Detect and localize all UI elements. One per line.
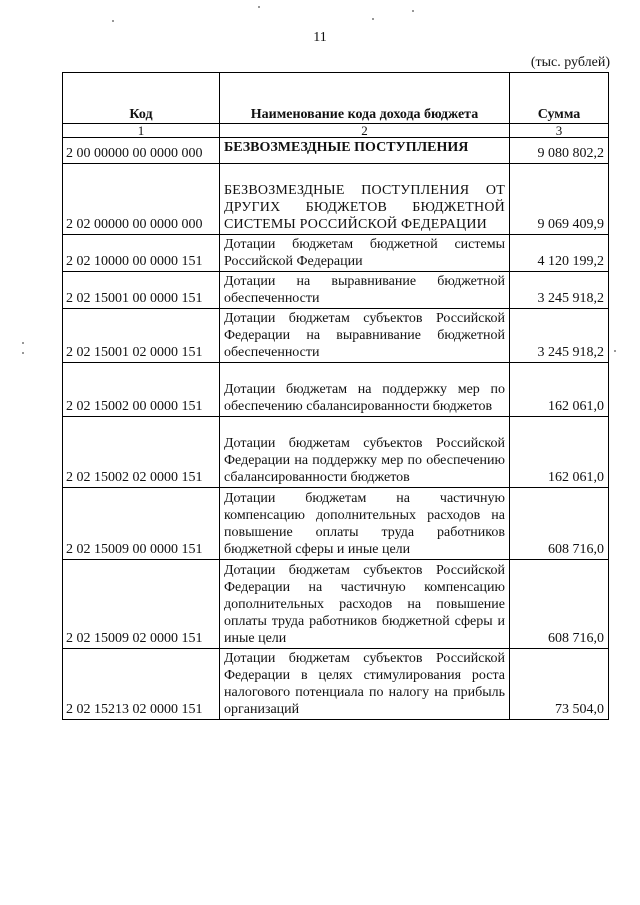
header-code: Код — [63, 73, 220, 124]
header-name: Наименование кода дохода бюджета — [220, 73, 510, 124]
table-row — [63, 560, 609, 649]
page-number: 11 — [313, 30, 327, 45]
scan-speck — [372, 18, 374, 20]
column-number: 3 — [510, 124, 609, 138]
row-code: 2 02 00000 00 0000 000 — [63, 164, 220, 235]
budget-revenue-table — [62, 72, 609, 720]
scan-speck — [22, 352, 24, 354]
scan-speck — [112, 20, 114, 22]
row-code: 2 02 15213 02 0000 151 — [63, 649, 220, 720]
row-sum: 608 716,0 — [510, 488, 609, 560]
row-sum: 3 245 918,2 — [510, 309, 609, 363]
row-code: 2 02 15009 00 0000 151 — [63, 488, 220, 560]
row-name: Дотации на выравнивание бюджетной обеспеченности — [220, 272, 510, 309]
row-code: 2 02 15009 02 0000 151 — [63, 560, 220, 649]
table-row — [63, 309, 609, 363]
row-name: Дотации бюджетам бюджетной системы Российской Федерации — [220, 235, 510, 272]
row-sum: 73 504,0 — [510, 649, 609, 720]
row-sum: 4 120 199,2 — [510, 235, 609, 272]
row-name: БЕЗВОЗМЕЗДНЫЕ ПОСТУПЛЕНИЯ — [220, 138, 510, 164]
column-number: 1 — [63, 124, 220, 138]
row-sum: 162 061,0 — [510, 363, 609, 417]
row-name: Дотации бюджетам на частичную компенсацию дополнительных расходов на повышение оплаты труда работников бюджетной сферы и иные цели — [220, 488, 510, 560]
table-header-row — [63, 73, 609, 124]
scan-speck — [614, 350, 616, 352]
row-code: 2 02 10000 00 0000 151 — [63, 235, 220, 272]
column-numbers-row — [63, 124, 609, 138]
row-name: Дотации бюджетам субъектов Российской Федерации на выравнивание бюджетной обеспеченности — [220, 309, 510, 363]
row-sum: 9 080 802,2 — [510, 138, 609, 164]
row-sum: 3 245 918,2 — [510, 272, 609, 309]
scan-speck — [22, 342, 24, 344]
table-row — [63, 363, 609, 417]
units-label: (тыс. рублей) — [530, 55, 610, 70]
row-code: 2 00 00000 00 0000 000 — [63, 138, 220, 164]
row-code: 2 02 15002 00 0000 151 — [63, 363, 220, 417]
header-sum: Сумма — [510, 73, 609, 124]
scan-speck — [412, 10, 414, 12]
row-code: 2 02 15001 02 0000 151 — [63, 309, 220, 363]
row-code: 2 02 15001 00 0000 151 — [63, 272, 220, 309]
row-name: Дотации бюджетам на поддержку мер по обеспечению сбалансированности бюджетов — [220, 363, 510, 417]
row-sum: 162 061,0 — [510, 417, 609, 488]
row-name: Дотации бюджетам субъектов Российской Федерации в целях стимулирования роста налогового потенциала по налогу на прибыль организаций — [220, 649, 510, 720]
table-row — [63, 164, 609, 235]
table-row — [63, 272, 609, 309]
table-row — [63, 417, 609, 488]
table-row — [63, 138, 609, 164]
row-code: 2 02 15002 02 0000 151 — [63, 417, 220, 488]
row-name: Дотации бюджетам субъектов Российской Федерации на частичную компенсацию дополнительных расходов на повышение оплаты труда работников бюджетной сферы и иные цели — [220, 560, 510, 649]
column-number: 2 — [220, 124, 510, 138]
table-row — [63, 488, 609, 560]
scan-speck — [258, 6, 260, 8]
row-name: БЕЗВОЗМЕЗДНЫЕ ПОСТУПЛЕНИЯ ОТ ДРУГИХ БЮДЖЕТОВ БЮДЖЕТНОЙ СИСТЕМЫ РОССИЙСКОЙ ФЕДЕРАЦИИ — [220, 164, 510, 235]
row-name: Дотации бюджетам субъектов Российской Федерации на поддержку мер по обеспечению сбалансированности бюджетов — [220, 417, 510, 488]
table-row — [63, 235, 609, 272]
row-sum: 608 716,0 — [510, 560, 609, 649]
table-row — [63, 649, 609, 720]
row-sum: 9 069 409,9 — [510, 164, 609, 235]
